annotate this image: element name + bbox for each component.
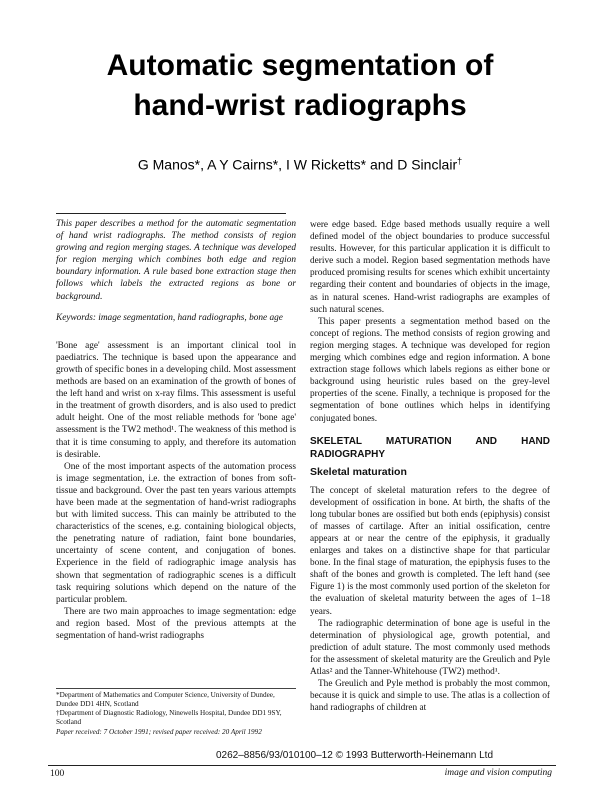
right-paragraph-1: were edge based. Edge based methods usually require a well defined model of the object boundaries to produce successful results. However, for this particular application it is difficult to derive such a model. Region based segmentation methods have produced promising results for scenes which exhibit uncertainty regarding their content and boundaries of objects in the image, as in natural scenes. Hand-wrist radiographs are examples of such natural scenes. xyxy=(310,220,550,315)
section-paragraph-1: The concept of skeletal maturation refers to the degree of development of ossification in bone. At birth, the shafts of the long tubular bones are ossified but both ends (epiphysis) consist of masses of cartilage. After an initial ossification, centre appears at or near the centre of the epiphysis, it gradually enlarges and takes on a distinctive shape for that particular bone. In the final stage of maturation, the epiphysis fuses to the shaft of the bones and growth is completed. The left hand (see Figure 1) is the most commonly used portion of the skeleton for the evaluation of skeletal maturity between the ages of 1–18 years. xyxy=(310,485,550,617)
right-column xyxy=(310,219,550,714)
intro-paragraph-3: There are two main approaches to image segmentation: edge and region based. Most of the previous attempts at the segmentation of hand-wrist radiographs xyxy=(56,606,296,641)
copyright-line: 0262–8856/93/010100–12 © 1993 Butterworth-Heinemann Ltd xyxy=(216,750,494,761)
footnotes xyxy=(56,688,296,737)
intro-paragraph-2: One of the most important aspects of the automation process is image segmentation, i.e. the extraction of bones from soft-tissue and background. Over the past ten years various attempts have been made at the segmentation of hand-wrist radiographs but with limited success. This can mainly be attributed to the characteristics of the scenes, e.g. containing biological objects, the penetrating nature of radiation, faint bone boundaries, uncertainty of scene content, and conjugation of bones. Experience in the field of radiographic image analysis has shown that segmentation of radiographic scenes is a difficult task requiring solutions which depend on the nature of the particular problem. xyxy=(56,461,296,605)
abstract: This paper describes a method for the automatic segmentation of hand wrist radiographs. The method consists of region growing and region merging stages. A technique was developed for region merging which combines both edge and region boundary information. A rule based bone extraction stage then follows which labels the extracted regions as bone or background. xyxy=(56,219,296,302)
received-date: Paper received: 7 October 1991; revised paper received: 20 April 1992 xyxy=(56,728,262,736)
paper-title xyxy=(0,46,600,126)
footnote-affiliation-2: †Department of Diagnostic Radiology, Ninewells Hospital, Dundee DD1 9SY, Scotland xyxy=(56,709,282,726)
keywords: Keywords: image segmentation, hand radiographs, bone age xyxy=(56,312,283,323)
footer-rule xyxy=(48,765,556,766)
section-paragraph-3: The Greulich and Pyle method is probably the most common, because it is quick and simple to use. The atlas is a collection of hand radiographs of children at xyxy=(310,679,550,714)
author-names: G Manos*, A Y Cairns*, I W Ricketts* and D Sinclair xyxy=(137,156,458,173)
title-line-1: Automatic segmentation of xyxy=(106,49,494,82)
title-line-2: hand-wrist radiographs xyxy=(133,89,467,122)
abstract-top-rule xyxy=(56,213,286,214)
journal-name: image and vision computing xyxy=(444,768,552,778)
section-heading: SKELETAL MATURATION AND HAND RADIOGRAPHY xyxy=(310,435,550,460)
left-column xyxy=(56,213,296,642)
author-list xyxy=(40,156,560,173)
right-paragraph-2: This paper presents a segmentation method based on the concept of regions. The method consists of region growing and region merging stages. A technique was developed for region merging which combines edge and region information. A bone extraction stage follows which labels regions as either bone or background using heuristic rules based on the grey-level properties of the scene. Finally, a technique is proposed for the segmentation of bone outlines which helps in identifying conjugated bones. xyxy=(310,316,550,424)
intro-paragraph-1: 'Bone age' assessment is an important clinical tool in paediatrics. The technique is based upon the appearance and growth of specific bones in a developing child. Most assessment methods are based on an examination of the growth of bones of the left hand and wrist on x-ray films. This assessment is useful in the treatment of growth disorders, and is also used to predict adult height. One of the most reliable methods for 'bone age' assessment is the TW2 method¹. The weakness of this method is that it is time consuming to apply, and therefore its automation is desirable. xyxy=(56,340,296,460)
page-number: 100 xyxy=(50,769,65,779)
dagger-mark: † xyxy=(457,156,463,166)
subsection-heading: Skeletal maturation xyxy=(310,465,407,478)
footnote-affiliation-1: *Department of Mathematics and Computer Science, University of Dundee, Dundee DD1 4HN, Scotland xyxy=(56,691,275,708)
section-paragraph-2: The radiographic determination of bone age is useful in the determination of physiological age, growth potential, and prediction of adult stature. The most commonly used methods for the assessment of skeletal maturity are the Greulich and Pyle Atlas² and the Tanner-Whitehouse (TW2) method¹. xyxy=(310,618,550,677)
